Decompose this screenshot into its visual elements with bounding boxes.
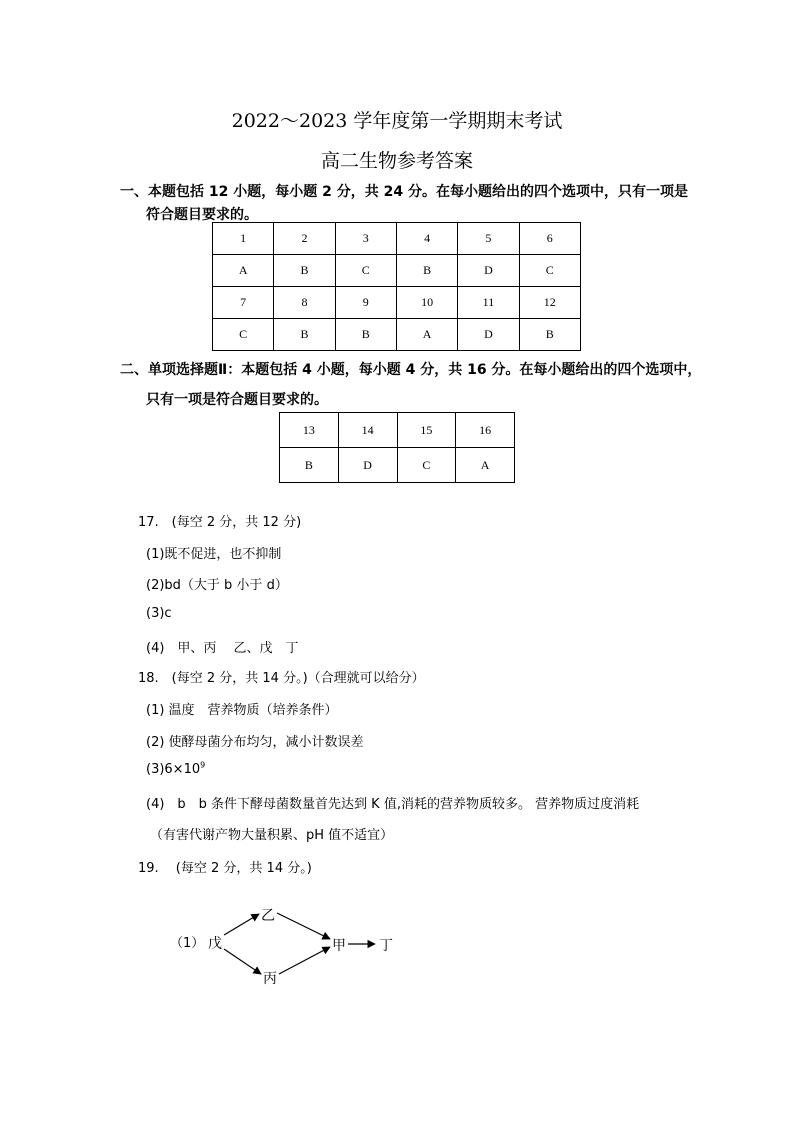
table-cell: 16 — [456, 413, 515, 448]
table-cell: 8 — [274, 287, 335, 319]
table-cell: 4 — [396, 223, 457, 255]
table-row — [213, 223, 581, 255]
table-cell: 6 — [519, 223, 580, 255]
arrow-wu-bing — [224, 949, 261, 974]
table-cell: B — [280, 448, 339, 483]
diagram-part-label: （1） — [170, 936, 205, 951]
q18-answer-3-exponent: 9 — [200, 760, 206, 770]
q18-answer-3-base: (3)6×10 — [146, 762, 201, 777]
section1-instruction-line2: 符合题目要求的。 — [146, 207, 258, 223]
table-cell: D — [458, 319, 519, 351]
table-cell: C — [213, 319, 274, 351]
exam-title: 2022～2023 学年度第一学期期末考试 — [231, 110, 563, 132]
answer-key-subtitle: 高二生物参考答案 — [320, 150, 473, 172]
table-cell: A — [396, 319, 457, 351]
table-cell: B — [274, 255, 335, 287]
q18-answer-3 — [146, 762, 205, 777]
table-cell: C — [335, 255, 396, 287]
table-cell: 12 — [519, 287, 580, 319]
node-bing: 丙 — [263, 971, 277, 987]
q17-answer-1: (1)既不促进，也不抑制 — [146, 547, 282, 562]
table-cell: 2 — [274, 223, 335, 255]
q17-answer-3: (3)c — [146, 606, 172, 621]
table-cell: 7 — [213, 287, 274, 319]
table-cell: A — [213, 255, 274, 287]
table-cell: 14 — [338, 413, 397, 448]
node-yi: 乙 — [261, 908, 275, 924]
table-cell: 9 — [335, 287, 396, 319]
node-wu: 戊 — [208, 936, 222, 952]
section2-instruction-line1: 二、单项选择题Ⅱ：本题包括 4 小题，每小题 4 分，共 16 分。在每小题给出的四个选项中， — [120, 362, 702, 378]
table-row — [280, 448, 515, 483]
table-row — [213, 287, 581, 319]
table-row — [213, 319, 581, 351]
table-cell: D — [458, 255, 519, 287]
arrow-bing-jia — [279, 947, 330, 974]
arrow-wu-yi — [224, 914, 259, 935]
table-cell: 1 — [213, 223, 274, 255]
table-cell: A — [456, 448, 515, 483]
q17-heading: 17. (每空 2 分，共 12 分) — [138, 515, 302, 530]
table-cell: B — [335, 319, 396, 351]
q17-answer-4: (4) 甲、丙 乙、戊 丁 — [146, 641, 299, 656]
q18-heading: 18. (每空 2 分，共 14 分。)（合理就可以给分） — [138, 671, 425, 686]
table-cell: B — [274, 319, 335, 351]
table-cell: C — [397, 448, 456, 483]
table-cell: 11 — [458, 287, 519, 319]
section2-instruction-line2: 只有一项是符合题目要求的。 — [146, 392, 328, 408]
table-row — [280, 413, 515, 448]
q18-answer-4: (4) b b 条件下酵母菌数量首先达到 K 值,消耗的营养物质较多。 营养物质过度消耗 — [146, 797, 640, 812]
table-cell: 15 — [397, 413, 456, 448]
q18-answer-2: (2) 使酵母菌分布均匀，减小计数误差 — [146, 735, 364, 750]
table-cell: C — [519, 255, 580, 287]
q18-answer-1: (1) 温度 营养物质（培养条件） — [146, 703, 338, 718]
node-jia: 甲 — [332, 938, 346, 954]
table-cell: B — [519, 319, 580, 351]
q17-answer-2: (2)bd（大于 b 小于 d） — [146, 578, 288, 593]
node-ding: 丁 — [379, 938, 393, 954]
q18-answer-4-continued: （有害代谢产物大量积累、pH 值不适宜） — [150, 828, 394, 843]
arrow-yi-jia — [277, 913, 330, 939]
table-cell: D — [338, 448, 397, 483]
section1-instruction-line1: 一、本题包括 12 小题，每小题 2 分，共 24 分。在每小题给出的四个选项中，只有一项是 — [120, 184, 688, 200]
table-cell: B — [396, 255, 457, 287]
table-cell: 10 — [396, 287, 457, 319]
table-cell: 13 — [280, 413, 339, 448]
table-cell: 3 — [335, 223, 396, 255]
section2-answer-table — [279, 412, 515, 483]
q19-heading: 19. (每空 2 分，共 14 分。) — [138, 861, 312, 876]
food-web-diagram — [160, 895, 420, 995]
table-cell: 5 — [458, 223, 519, 255]
section1-answer-table — [212, 222, 581, 351]
table-row — [213, 255, 581, 287]
